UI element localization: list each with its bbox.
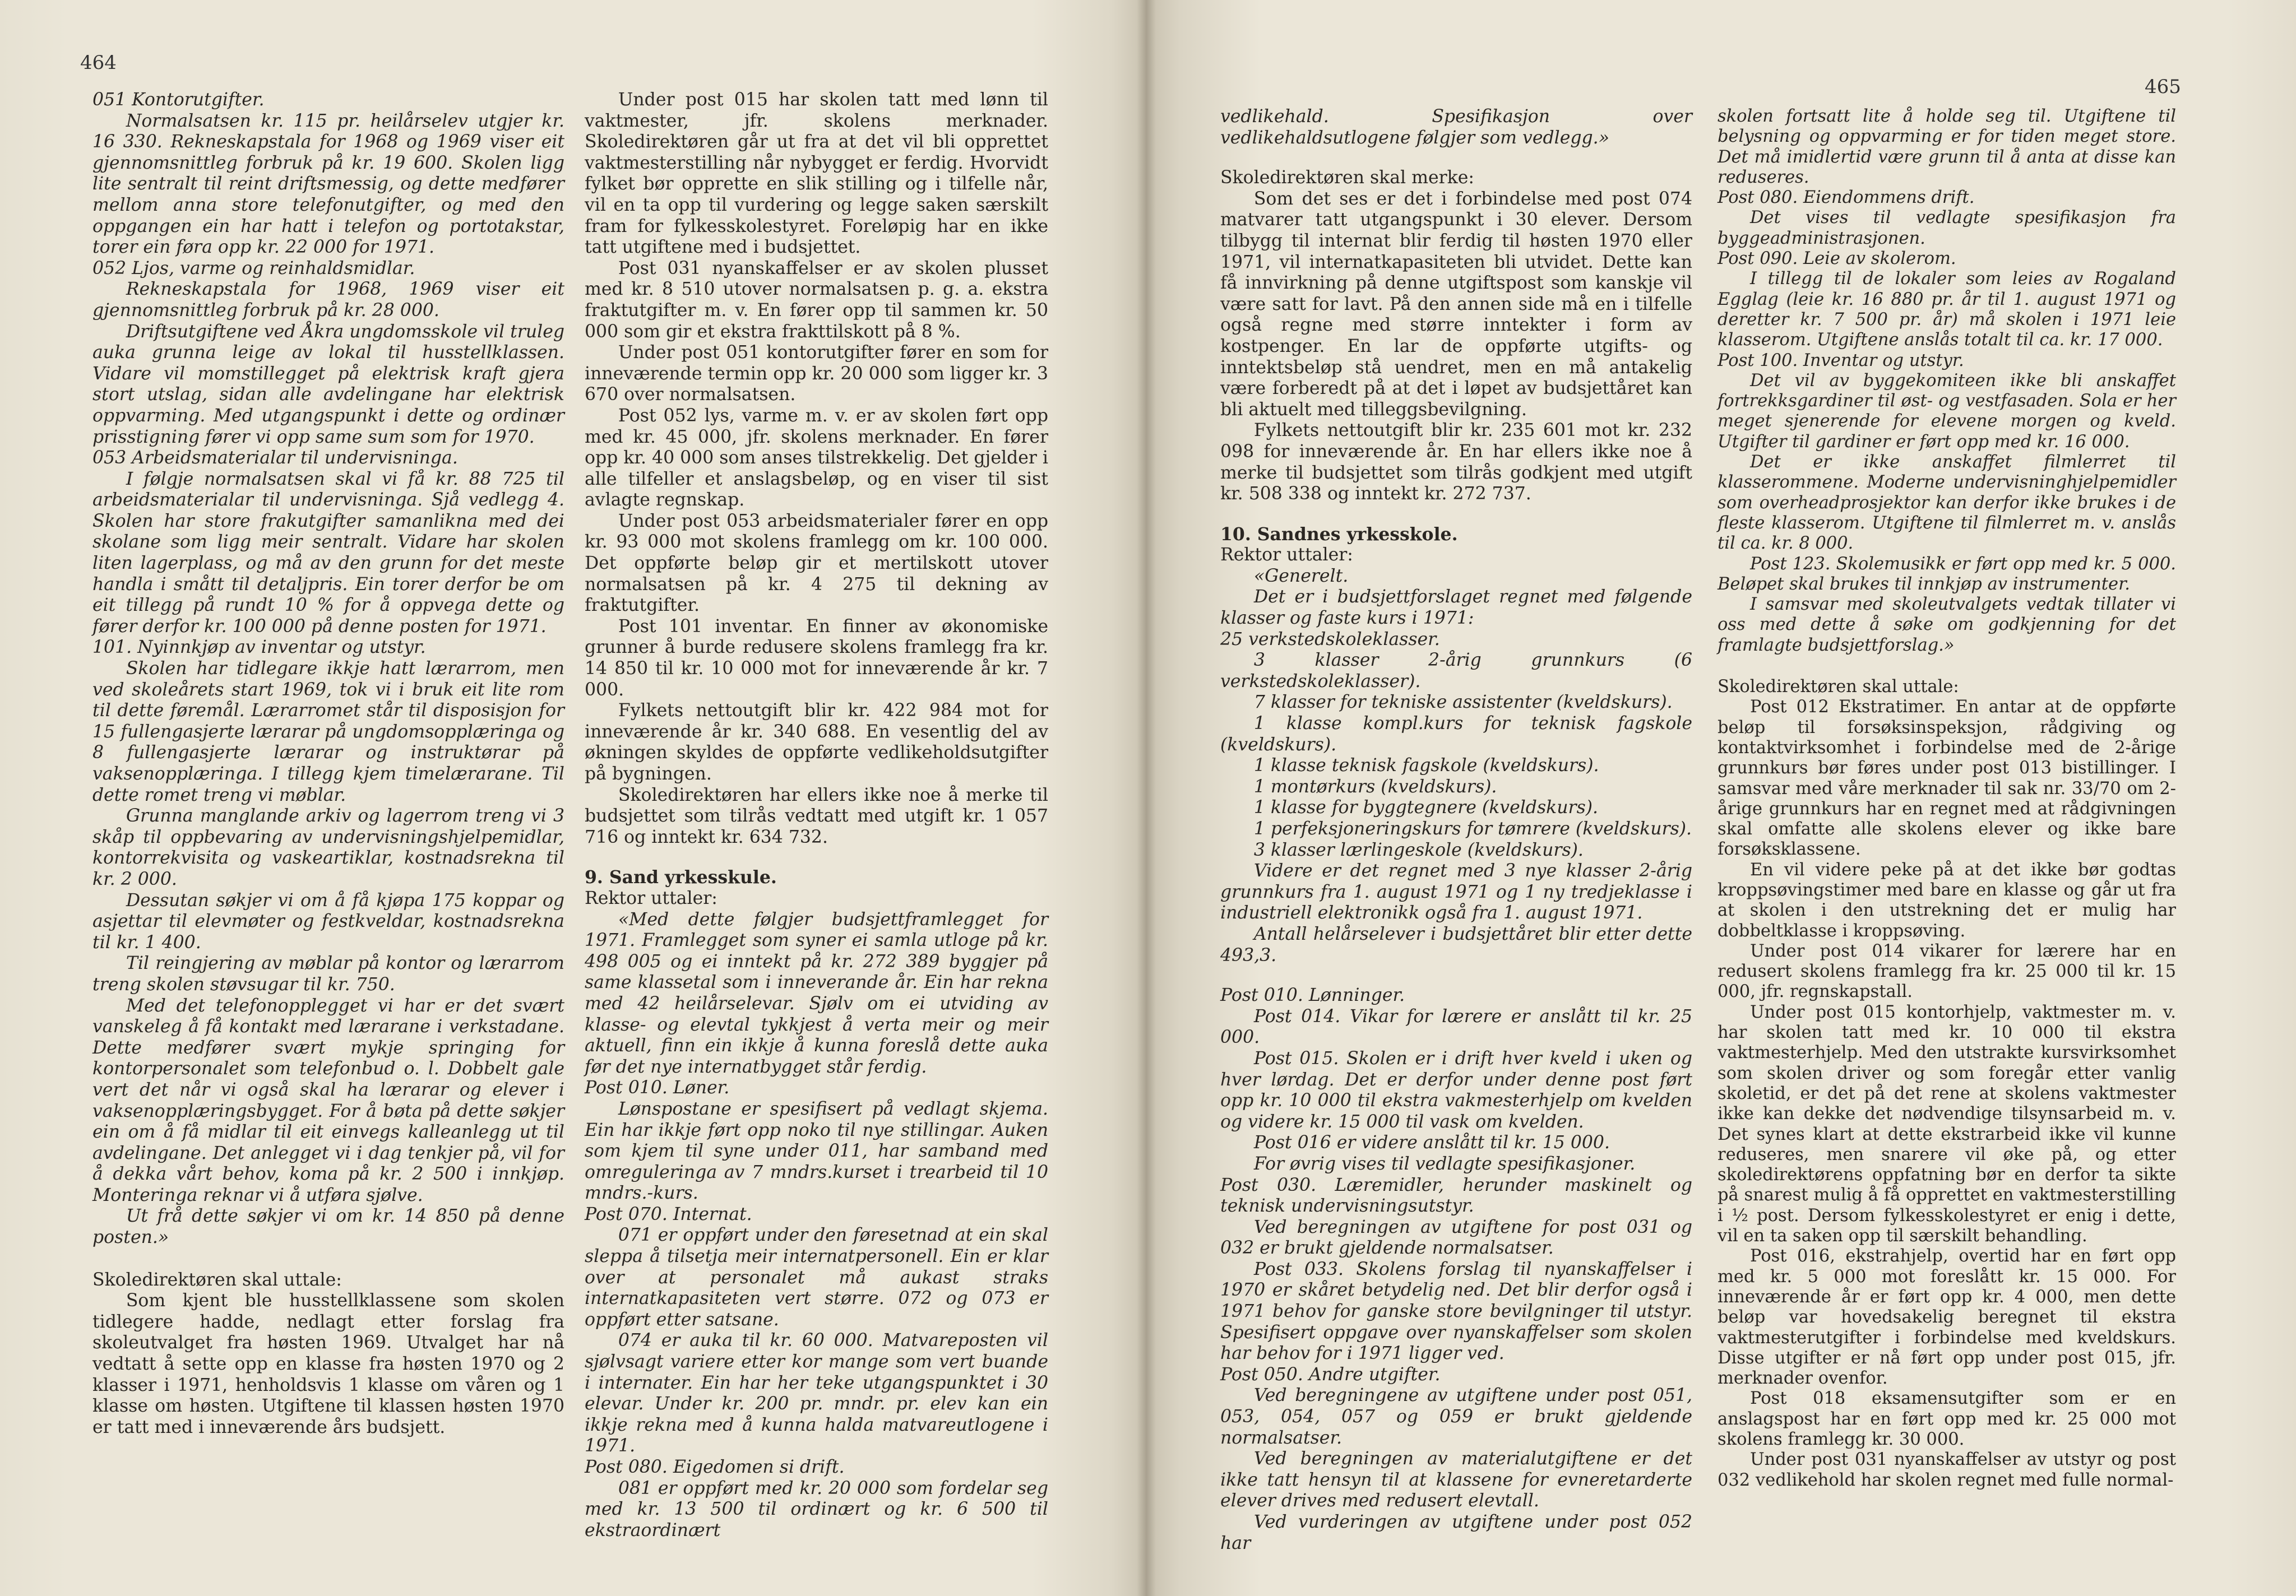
paragraph: For øvrig vises til vedlagte spesifikasjoner.: [1253, 1153, 1636, 1174]
paragraph: Antall helårselever i budsjettåret blir etter dette 493,3.: [1220, 924, 1692, 966]
paragraph: «Generelt.: [1253, 565, 1349, 586]
paragraph: Post 050. Andre utgifter.: [1220, 1364, 1441, 1385]
paragraph: Post 052 lys, varme m. v. er av skolen ført opp med kr. 45 000, jfr. skolens merknader. En fører opp kr. 40 000 som anses tilstrekkelig. Det gjelder i alle tilfeller et anslagsbeløp, og en viser til sist avlagte regnskap.: [585, 405, 1048, 511]
paragraph: Under post 015 har skolen tatt med lønn til vaktmester, jfr. skolens merknader. Skoledirektøren går ut fra at det vil bli opprettet vaktmesterstilling når nybygget er ferdig. Hvorvidt fylket bør opprette en slik stilling og i tilfelle når, vil en ta opp til vurdering og legge saken særskilt fram for fylkesskolestyret. Foreløpig har en ikke tatt utgiftene med i budsjettet.: [585, 90, 1048, 258]
paragraph: Rektor uttaler:: [1220, 545, 1353, 565]
paragraph: Post 080. Eiendommens drift.: [1718, 188, 1975, 208]
paragraph: Post 031 nyanskaffelser er av skolen plusset med kr. 8 510 utover normalsatsen p. g. a. ekstra fraktutgifter m. v. En fører opp til sammen kr. 50 000 som gir et ekstra frakttilskott på 8 %.: [585, 258, 1048, 342]
right-column-1: [1220, 106, 1692, 1554]
paragraph: 051 Kontorutgifter.: [92, 90, 265, 110]
paragraph: 9. Sand yrkesskule.: [585, 867, 777, 888]
paragraph: Skoledirektøren skal uttale:: [92, 1269, 342, 1290]
paragraph: I samsvar med skoleutvalgets vedtak tillater vi oss med dette å søke om godkjenning for det framlagte budsjettforslag.»: [1718, 595, 2176, 655]
paragraph: Ved vurderingen av utgiftene under post 052 har: [1220, 1512, 1692, 1553]
paragraph: Rektor uttaler:: [585, 888, 718, 908]
paragraph: Rekneskapstala for 1968, 1969 viser eit gjennomsnittleg forbruk på kr. 28 000.: [92, 279, 564, 321]
paragraph: Post 016 er videre anslått til kr. 15 000.: [1253, 1133, 1610, 1153]
paragraph: Det er ikke anskaffet filmlerret til klasserommene. Moderne undervisninghjelpemidler som overheadprosjektor kan derfor ikke brukes i de fleste klasserom. Utgiftene til filmlerret m. v. anslås til ca. kr. 8 000.: [1718, 452, 2176, 554]
paragraph: Post 016, ekstrahjelp, overtid har en ført opp med kr. 5 000 mot foreslått kr. 15 000. For inneværende år er ført opp kr. 4 000, men dette beløp var hovedsakelig beregnet til ekstra vaktmesterutgifter i forbindelse med kveldskurs. Disse utgifter er nå ført opp under post 015, jfr. merknader ovenfor.: [1718, 1246, 2176, 1389]
paragraph: Som kjent ble husstellklassene som skolen tidlegere hadde, nedlagt etter forslag fra skoleutvalget fra høsten 1969. Utvalget har nå vedtatt å sette opp en klasse fra høsten 1970 og 2 klasser i 1971, henholdsvis 1 klasse om våren og 1 klasse om høsten. Utgiftene til klassen høsten 1970 er tatt med i inneværende års budsjett.: [92, 1291, 564, 1437]
paragraph: Under post 031 nyanskaffelser av utstyr og post 032 vedlikehold har skolen regnet med fulle normal-: [1718, 1450, 2176, 1490]
paragraph: 081 er oppført med kr. 20 000 som fordelar seg med kr. 13 500 til ordinært og kr. 6 500 til ekstraordinært: [585, 1478, 1048, 1541]
paragraph: skolen fortsatt lite å holde seg til. Utgiftene til belysning og oppvarming er for tiden meget store. Det må imidlertid være grunn til å anta at disse kan reduseres.: [1718, 106, 2176, 187]
paragraph: 1 klasse teknisk fagskole (kveldskurs).: [1253, 755, 1599, 776]
paragraph: Det er i budsjettforslaget regnet med følgende klasser og faste kurs i 1971:: [1220, 587, 1692, 629]
right-page: [1146, 0, 2296, 1596]
page-number: 465: [2145, 76, 2181, 98]
paragraph: Post 010. Lønninger.: [1220, 985, 1405, 1006]
paragraph: Post 018 eksamensutgifter som er en anslagspost har en ført opp med kr. 25 000 mot skolens framlegg kr. 30 000.: [1718, 1389, 2176, 1449]
paragraph: Post 123. Skolemusikk er ført opp med kr. 5 000. Beløpet skal brukes til innkjøp av instrumenter.: [1718, 554, 2176, 594]
paragraph: Post 030. Læremidler, herunder maskinelt og teknisk undervisningsutstyr.: [1220, 1175, 1692, 1217]
paragraph: Post 015. Skolen er i drift hver kveld i uken og hver lørdag. Det er derfor under denne post ført opp kr. 10 000 til ekstra vakmesterhjelp om kvelden og videre kr. 15 000 til vask om kvelden.: [1220, 1048, 1692, 1132]
paragraph: Videre er det regnet med 3 nye klasser 2-årig grunnkurs fra 1. august 1971 og 1 ny tredjeklasse i industriell elektronikk også fra 1. august 1971.: [1220, 861, 1692, 924]
paragraph: Fylkets nettoutgift blir kr. 422 984 mot for inneværende år kr. 340 688. En vesentlig del av økningen skyldes de oppførte vedlikeholdsutgifter på bygningen.: [585, 700, 1048, 784]
paragraph: Ved beregningen av materialutgiftene er det ikke tatt hensyn til at klassene for evneretarderte elever drives med redusert elevtall.: [1220, 1449, 1692, 1511]
paragraph: Fylkets nettoutgift blir kr. 235 601 mot kr. 232 098 for inneværende år. En har ellers ikke noe å merke til budsjettet som tilrås godkjent med utgift kr. 508 338 og inntekt kr. 272 737.: [1220, 420, 1692, 504]
paragraph: vedlikehald. Spesifikasjon over vedlikehaldsutlogene følgjer som vedlegg.»: [1220, 106, 1692, 148]
left-column-1: [92, 90, 564, 1438]
paragraph: Driftsutgiftene ved Åkra ungdomsskole vil truleg auka grunna leige av lokal til husstellklassen. Vidare vil momstillegget på elektrisk kraft gjera stort utslag, sidan alle avdelingane har elektrisk oppvarming. Med utgangspunkt i dette og ordinær prisstigning fører vi opp same sum som for 1970.: [92, 321, 564, 447]
paragraph: 25 verkstedskoleklasser.: [1220, 629, 1440, 649]
paragraph: I følgje normalsatsen skal vi få kr. 88 725 til arbeidsmaterialar til undervisninga. Sjå vedlegg 4. Skolen har store frakutgifter samanlikna med dei skolane som ligg meir sentralt. Vidare har skolen liten lagerplass, og må av den grunn for det meste handla i smått til detaljpris. Ein torer derfor be om eit tillegg på rundt 10 % for å oppvega dette og fører derfor kr. 100 000 på denne posten for 1971.: [92, 468, 564, 637]
left-column-2: [585, 90, 1048, 1541]
paragraph: Post 101 inventar. En finner av økonomiske grunner å burde redusere skolens framlegg fra kr. 14 850 til kr. 10 000 mot for inneværende år kr. 7 000.: [585, 616, 1048, 700]
paragraph: Post 100. Inventar og utstyr.: [1718, 350, 1964, 370]
paragraph: Som det ses er det i forbindelse med post 074 matvarer tatt utgangspunkt i 30 elever. Dersom tilbygg til internat blir ferdig til høsten 1970 eller 1971, vil internatkapasiteten bli utvidet. Dette kan få innvirkning på denne utgiftspost som kanskje vil være satt for lavt. På den annen side må en i tilfelle også regne med større inntekter i form av kostpenger. En lar de oppførte utgifts- og inntektsbeløp stå uendret, men en må antakelig være forberedt på at det i løpet av budsjettåret kan bli aktuelt med tilleggsbevilgning.: [1220, 188, 1692, 420]
paragraph: Ut frå dette søkjer vi om kr. 14 850 på denne posten.»: [92, 1206, 564, 1248]
right-column-2: [1718, 106, 2176, 1491]
paragraph: 074 er auka til kr. 60 000. Matvareposten vil sjølvsagt variere etter kor mange som vert buande i internater. Ein har her teke utgangspunktet i 30 elevar. Under kr. 200 pr. mndr. pr. elev kan ein ikkje rekna med å kunna halda matvareutlogene i 1971.: [585, 1330, 1048, 1456]
paragraph: En vil videre peke på at det ikke bør godtas kroppsøvingstimer med bare en klasse og går ut fra at skolen i den utstrekning det er mulig har dobbeltklasse i kroppsøving.: [1718, 860, 2176, 941]
paragraph: Ved beregningen av utgiftene for post 031 og 032 er brukt gjeldende normalsatser.: [1220, 1217, 1692, 1259]
paragraph: Skoledirektøren skal merke:: [1220, 168, 1475, 188]
paragraph: 7 klasser for tekniske assistenter (kveldskurs).: [1253, 692, 1673, 713]
left-page: [0, 0, 1146, 1596]
paragraph: Lønspostane er spesifisert på vedlagt skjema. Ein har ikkje ført opp noko til nye stillingar. Auken som kjem til syne under 011, har samband med omreguleringa av 7 mndrs.kurset i trearbeid til 10 mndrs.-kurs.: [585, 1098, 1048, 1204]
paragraph: Post 070. Internat.: [585, 1204, 752, 1224]
paragraph: Under post 015 kontorhjelp, vaktmester m. v. har skolen tatt med kr. 10 000 til ekstra vaktmesterhjelp. Med den utstrakte kursvirksomhet som skolen driver og som foregår etter vanlig skoletid, er det på det rene at skolens vaktmester ikke kan dekke det nødvendige tilsynsarbeid m. v. Det synes klart at dette ekstrarbeid ikke vil kunne reduseres, men snarere vil øke på, og etter skoledirektørens oppfatning bør en derfor ta sikte på snarest mulig å få opprettet en vaktmesterstilling i ½ post. Dersom fylkesskolestyret er enig i dette, vil en ta saken opp til særskilt behandling.: [1718, 1002, 2176, 1246]
paragraph: «Med dette følgjer budsjettframlegget for 1971. Framlegget som syner ei samla utloge på kr. 498 005 og ei inntekt på kr. 272 389 byggjer på same klassetal som i inneverande år. Ein har rekna med 42 heilårselevar. Sjølv om ei utviding av klasse- og elevtal tykkjest å verta meir og meir aktuell, finn ein ikkje å kunna foreslå dette auka før det nye internatbygget står ferdig.: [585, 909, 1048, 1077]
paragraph: Ved beregningene av utgiftene under post 051, 053, 054, 057 og 059 er brukt gjeldende normalsatser.: [1220, 1385, 1692, 1448]
paragraph: 10. Sandnes yrkesskole.: [1220, 523, 1458, 545]
paragraph: 053 Arbeidsmaterialar til undervisninga.: [92, 448, 458, 468]
paragraph: Under post 053 arbeidsmaterialer fører en opp kr. 93 000 mot skolens framlegg om kr. 100 000. Det oppførte beløp gir et mertilskott utover normalsatsen på kr. 4 275 til dekning av fraktutgifter.: [585, 511, 1048, 616]
paragraph: Post 014. Vikar for lærere er anslått til kr. 25 000.: [1220, 1006, 1692, 1048]
paragraph: 071 er oppført under den føresetnad at ein skal sleppa å tilsetja meir internatpersonell. Ein er klar over at personalet må aukast straks internatkapasiteten vert større. 072 og 073 er oppført etter satsane.: [585, 1225, 1048, 1330]
paragraph: Post 010. Løner.: [585, 1078, 730, 1098]
paragraph: Post 033. Skolens forslag til nyanskaffelser i 1970 er skåret betydelig ned. Det blir derfor også i 1971 behov for ganske store bevilgninger til utstyr. Spesifisert oppgave over nyanskaffelser som skolen har behov for i 1971 ligger ved.: [1220, 1259, 1692, 1364]
paragraph: Under post 051 kontorutgifter fører en som for inneværende termin opp kr. 20 000 som ligger kr. 3 670 over normalsatsen.: [585, 342, 1048, 405]
paragraph: Post 090. Leie av skolerom.: [1718, 249, 1956, 269]
paragraph: Skolen har tidlegare ikkje hatt lærarrom, men ved skoleårets start 1969, tok vi i bruk eit lite rom til dette føremål. Lærarromet står til disposisjon for 15 fullengasjerte lærarar på ungdomsopplæringa og 8 fullengasjerte lærarar og instruktørar på vaksenopplæringa. I tillegg kjem timelærarane. Til dette romet treng vi møblar.: [92, 658, 564, 805]
paragraph: Det vises til vedlagte spesifikasjon fra byggeadministrasjonen.: [1718, 208, 2176, 248]
paragraph: 052 Ljos, varme og reinhaldsmidlar.: [92, 258, 415, 279]
page-number: 464: [80, 52, 117, 74]
paragraph: Skoledirektøren skal uttale:: [1718, 677, 1959, 697]
paragraph: Skoledirektøren har ellers ikke noe å merke til budsjettet som tilrås vedtatt med utgift kr. 1 057 716 og inntekt kr. 634 732.: [585, 785, 1048, 847]
paragraph: Dessutan søkjer vi om å få kjøpa 175 koppar og asjettar til elevmøter og festkveldar, kostnadsrekna til kr. 1 400.: [92, 890, 564, 953]
paragraph: Under post 014 vikarer for lærere har en redusert skolens framlegg fra kr. 25 000 til kr. 15 000, jfr. regnskapstall.: [1718, 941, 2176, 1002]
paragraph: Post 012 Ekstratimer. En antar at de oppførte beløp til forsøksinspeksjon, rådgiving og kontaktvirksomhet i forbindelse med de 2-årige grunnkurs bør føres under post 013 bistillinger. I samsvar med våre merknader til sak nr. 33/70 om 2-årige grunnkurs har en regnet med at rådgivningen skal omfatte alle skolens elever og ikke bare forsøksklassene.: [1718, 697, 2176, 860]
paragraph: 1 montørkurs (kveldskurs).: [1253, 776, 1497, 797]
paragraph: Det vil av byggekomiteen ikke bli anskaffet fortrekksgardiner til øst- og vestfasaden. Sola er her meget sjenerende for elevene morgen og kveld. Utgifter til gardiner er ført opp med kr. 16 000.: [1718, 370, 2176, 452]
paragraph: Grunna manglande arkiv og lagerrom treng vi 3 skåp til oppbevaring av undervisningshjelpemidlar, kontorrekvisita og vaskeartiklar, kostnadsrekna til kr. 2 000.: [92, 806, 564, 889]
paragraph: 3 klasser lærlingeskole (kveldskurs).: [1253, 839, 1584, 860]
paragraph: 3 klasser 2-årig grunnkurs (6 verkstedskoleklasser).: [1220, 650, 1692, 692]
paragraph: Post 080. Eigedomen si drift.: [585, 1457, 845, 1477]
paragraph: 101. Nyinnkjøp av inventar og utstyr.: [92, 637, 426, 658]
paragraph: Med det telefonopplegget vi har er det svært vanskeleg å få kontakt med lærarane i verkstadane. Dette medfører svært mykje springing for kontorpersonalet som telefonbud o. l. Dobbelt gale vert det når vi også skal ha lærarar og elever i vaksenopplæringsbygget. For å bøta på dette søkjer ein om å få midlar til eit einvegs kalleanlegg ut til avdelingane. Det anlegget vi i dag tenkjer på, vil for å dekka vårt behov, koma på kr. 2 500 i innkjøp. Monteringa reknar vi å utføra sjølve.: [92, 995, 564, 1205]
paragraph: I tillegg til de lokaler som leies av Rogaland Egglag (leie kr. 16 880 pr. år til 1. august 1971 og deretter kr. 7 500 pr. år) må skolen i 1971 leie klasserom. Utgiftene anslås totalt til ca. kr. 17 000.: [1718, 269, 2176, 350]
paragraph: 1 klasse kompl.kurs for teknisk fagskole (kveldskurs).: [1220, 713, 1692, 755]
book-gutter: [1137, 0, 1156, 1596]
paragraph: 1 perfeksjoneringskurs for tømrere (kveldskurs).: [1253, 819, 1692, 839]
paragraph: Normalsatsen kr. 115 pr. heilårselev utgjer kr. 16 330. Rekneskapstala for 1968 og 1969 viser eit gjennomsnittleg forbruk på kr. 19 600. Skolen ligg lite sentralt til reint driftsmessig, og dette medfører mellom anna store telefonutgifter, og med den oppgangen ein har hatt i telefon og portotakstar, torer ein føra opp kr. 22 000 for 1971.: [92, 110, 564, 258]
paragraph: Til reingjering av møblar på kontor og lærarrom treng skolen støvsugar til kr. 750.: [92, 953, 564, 995]
paragraph: 1 klasse for byggtegnere (kveldskurs).: [1253, 797, 1599, 818]
